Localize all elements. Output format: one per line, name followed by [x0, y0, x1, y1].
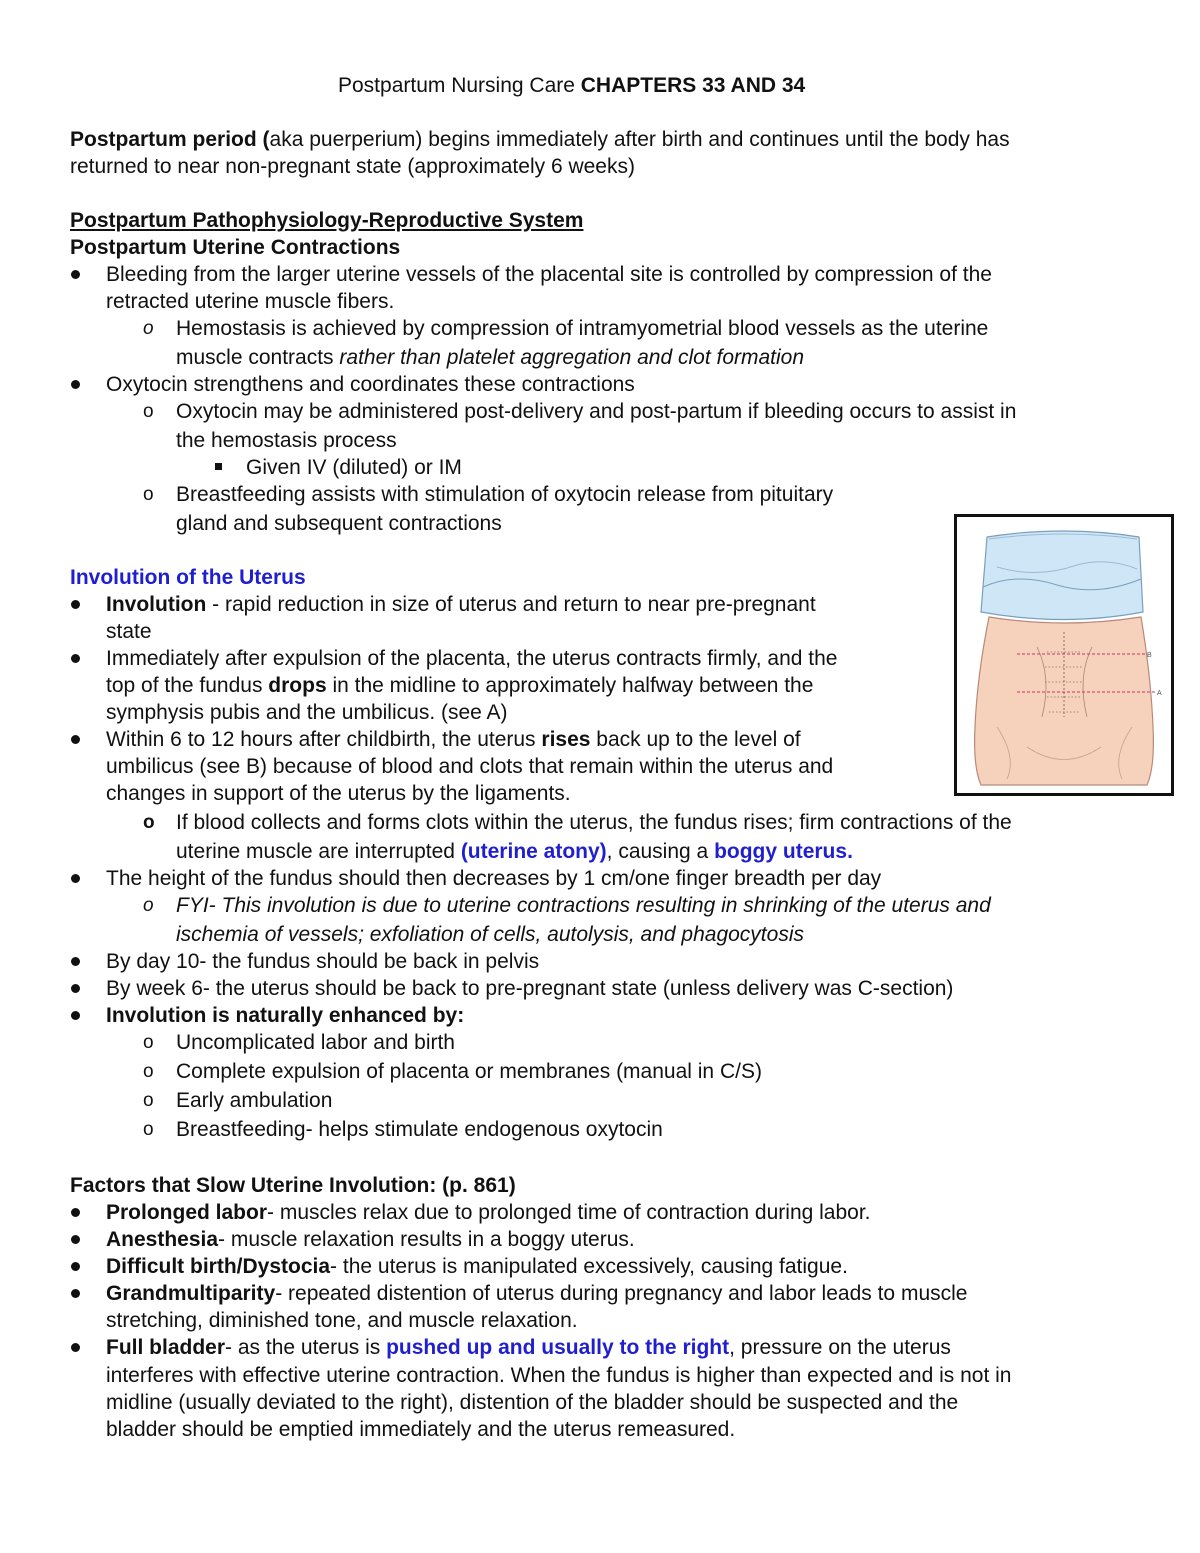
list-item-cont: stretching, diminished tone, and muscle relaxation.	[106, 1309, 578, 1332]
bullet-icon	[71, 600, 80, 609]
bullet-icon	[71, 1235, 80, 1244]
hollow-bullet-icon: o	[143, 812, 155, 833]
page-title: Postpartum Nursing Care CHAPTERS 33 AND 34	[338, 74, 806, 97]
list-item: By day 10- the fundus should be back in pelvis	[106, 950, 540, 973]
list-item: Anesthesia- muscle relaxation results in a boggy uterus.	[106, 1228, 635, 1251]
abdomen-illustration	[957, 517, 1171, 793]
bullet-icon	[71, 874, 80, 883]
list-item: Bleeding from the larger uterine vessels of the placental site is controlled by compression of the	[106, 263, 992, 286]
list-item-cont: state	[106, 620, 152, 643]
bullet-icon	[71, 1208, 80, 1217]
sub-list-item: Hemostasis is achieved by compression of intramyometrial blood vessels as the uterine	[176, 317, 989, 340]
list-item: Within 6 to 12 hours after childbirth, the uterus rises back up to the level of	[106, 728, 801, 751]
list-item-cont: midline (usually deviated to the right), distention of the bladder should be suspected and the	[106, 1391, 959, 1414]
sub-list-item: If blood collects and forms clots within the uterus, the fundus rises; firm contractions of the	[176, 811, 1012, 834]
sub-list-item-cont: the hemostasis process	[176, 429, 397, 452]
list-item: Grandmultiparity- repeated distention of uterus during pregnancy and labor leads to muscle	[106, 1282, 968, 1305]
list-item: The height of the fundus should then decreases by 1 cm/one finger breadth per day	[106, 867, 882, 890]
label-a: A	[1157, 690, 1162, 697]
intro-line-2: returned to near non-pregnant state (approximately 6 weeks)	[70, 155, 635, 178]
drape-shape	[981, 531, 1143, 620]
list-item-cont: top of the fundus drops in the midline to approximately halfway between the	[106, 674, 814, 697]
list-item: Full bladder- as the uterus is pushed up and usually to the right, pressure on the uterus	[106, 1336, 951, 1359]
sub-sub-list-item: Given IV (diluted) or IM	[246, 456, 462, 479]
hollow-bullet-icon: o	[143, 484, 154, 505]
section-heading-factors: Factors that Slow Uterine Involution: (p. 861)	[70, 1174, 516, 1197]
bullet-icon	[71, 1011, 80, 1020]
hollow-bullet-icon: o	[143, 895, 154, 916]
bullet-icon	[71, 1262, 80, 1271]
list-item: Involution is naturally enhanced by:	[106, 1004, 465, 1027]
list-item-cont: retracted uterine muscle fibers.	[106, 290, 395, 313]
sub-list-item: Early ambulation	[176, 1089, 333, 1112]
uterus-figure	[954, 514, 1174, 796]
sub-list-item: Breastfeeding- helps stimulate endogenous oxytocin	[176, 1118, 663, 1141]
bullet-icon	[71, 654, 80, 663]
sub-list-item: FYI- This involution is due to uterine contractions resulting in shrinking of the uterus and	[176, 894, 991, 917]
hollow-bullet-icon: o	[143, 1061, 154, 1082]
list-item: Oxytocin strengthens and coordinates these contractions	[106, 373, 635, 396]
subheading-uterine-contractions: Postpartum Uterine Contractions	[70, 236, 401, 259]
list-item-cont: umbilicus (see B) because of blood and clots that remain within the uterus and	[106, 755, 834, 778]
list-item-cont: bladder should be emptied immediately and the uterus remeasured.	[106, 1418, 736, 1441]
list-item: Prolonged labor- muscles relax due to prolonged time of contraction during labor.	[106, 1201, 871, 1224]
sub-list-item-cont: ischemia of vessels; exfoliation of cells, autolysis, and phagocytosis	[176, 923, 804, 946]
section-heading-reproductive: Postpartum Pathophysiology-Reproductive System	[70, 209, 584, 232]
hollow-bullet-icon: o	[143, 401, 154, 422]
sub-list-item-cont: uterine muscle are interrupted (uterine atony), causing a boggy uterus.	[176, 840, 853, 863]
bullet-icon	[71, 1289, 80, 1298]
square-bullet-icon	[215, 463, 222, 470]
label-b: B	[1147, 652, 1152, 659]
sub-list-item: Complete expulsion of placenta or membranes (manual in C/S)	[176, 1060, 762, 1083]
list-item: By week 6- the uterus should be back to pre-pregnant state (unless delivery was C-section)	[106, 977, 954, 1000]
list-item: Immediately after expulsion of the placenta, the uterus contracts firmly, and the	[106, 647, 838, 670]
bullet-icon	[71, 984, 80, 993]
list-item-cont: symphysis pubis and the umbilicus. (see A)	[106, 701, 508, 724]
intro-line-1: Postpartum period (aka puerperium) begins immediately after birth and continues until the body has	[70, 128, 1010, 151]
sub-list-item: Oxytocin may be administered post-delivery and post-partum if bleeding occurs to assist in	[176, 400, 1017, 423]
bullet-icon	[71, 270, 80, 279]
sub-list-item-cont: gland and subsequent contractions	[176, 512, 502, 535]
bullet-icon	[71, 1343, 80, 1352]
hollow-bullet-icon: o	[143, 318, 154, 339]
list-item: Involution - rapid reduction in size of uterus and return to near pre-pregnant	[106, 593, 816, 616]
sub-list-item: Uncomplicated labor and birth	[176, 1031, 455, 1054]
bullet-icon	[71, 735, 80, 744]
sub-list-item: Breastfeeding assists with stimulation of oxytocin release from pituitary	[176, 483, 834, 506]
hollow-bullet-icon: o	[143, 1032, 154, 1053]
hollow-bullet-icon: o	[143, 1119, 154, 1140]
list-item-cont: interferes with effective uterine contraction. When the fundus is higher than expected and is not in	[106, 1364, 1012, 1387]
list-item-cont: changes in support of the uterus by the ligaments.	[106, 782, 571, 805]
sub-list-item-cont: muscle contracts rather than platelet aggregation and clot formation	[176, 346, 805, 369]
section-heading-involution: Involution of the Uterus	[70, 566, 306, 589]
list-item: Difficult birth/Dystocia- the uterus is manipulated excessively, causing fatigue.	[106, 1255, 848, 1278]
bullet-icon	[71, 957, 80, 966]
hollow-bullet-icon: o	[143, 1090, 154, 1111]
bullet-icon	[71, 380, 80, 389]
